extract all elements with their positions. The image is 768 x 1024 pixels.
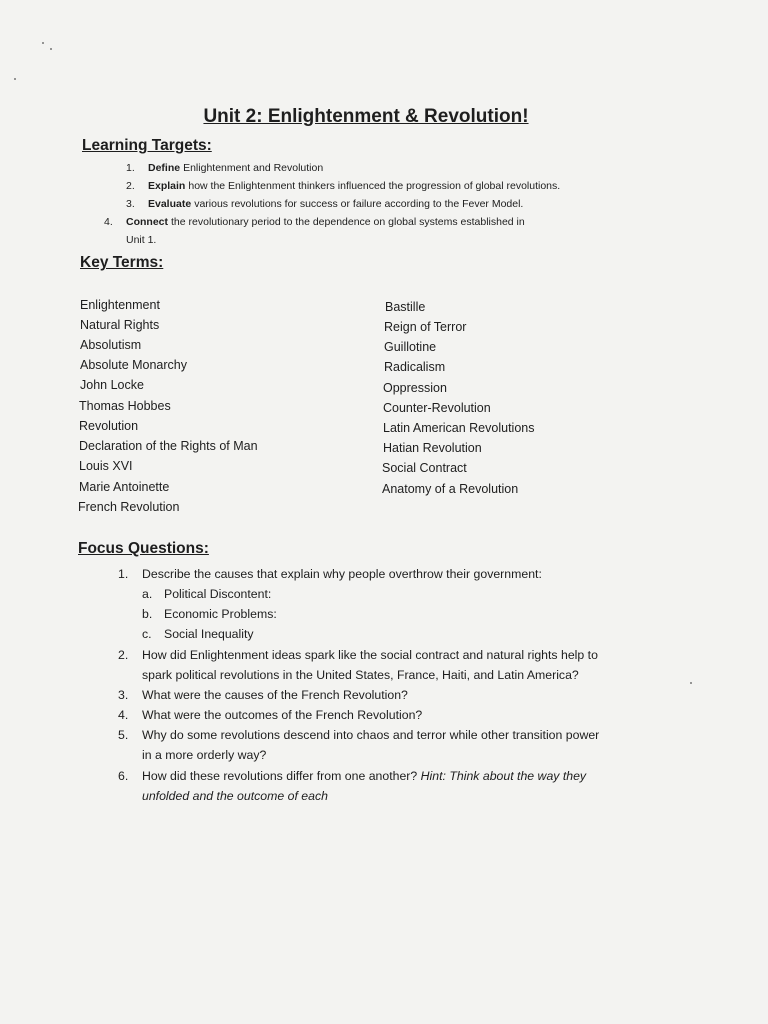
learning-target-text: Enlightenment and Revolution bbox=[183, 162, 324, 174]
learning-targets-heading: Learning Targets: bbox=[82, 137, 212, 154]
key-term: Anatomy of a Revolution bbox=[382, 482, 519, 496]
key-term: Natural Rights bbox=[80, 318, 160, 332]
focus-questions-heading: Focus Questions: bbox=[78, 540, 209, 557]
key-term: Marie Antoinette bbox=[79, 480, 170, 494]
key-term: Absolutism bbox=[80, 338, 142, 352]
key-term: French Revolution bbox=[78, 500, 180, 514]
focus-question-1: 1. Describe the causes that explain why people overthrow their government: bbox=[118, 567, 542, 581]
key-term: Guillotine bbox=[384, 340, 437, 354]
focus-question-4: 4. What were the outcomes of the French Revolution? bbox=[118, 708, 423, 722]
key-term: Latin American Revolutions bbox=[383, 421, 535, 435]
learning-target-text: the revolutionary period to the dependence on global systems established in bbox=[171, 216, 525, 228]
learning-target-verb: Explain bbox=[148, 180, 186, 192]
learning-target-verb: Define bbox=[148, 162, 181, 174]
learning-target-item bbox=[126, 161, 323, 175]
focus-question-2: 2. How did Enlightenment ideas spark like the social contract and natural rights help to spark political revolutions in the United States, France, Haiti, and Latin America? bbox=[118, 648, 598, 682]
learning-target-item bbox=[126, 197, 523, 211]
key-term: Social Contract bbox=[382, 461, 467, 475]
focus-subquestion: c. Social Inequality bbox=[142, 627, 254, 641]
scan-speck bbox=[42, 42, 44, 44]
learning-target-number: 3. bbox=[126, 198, 135, 210]
key-term: Radicalism bbox=[384, 360, 446, 374]
key-terms-heading: Key Terms: bbox=[80, 254, 164, 271]
focus-question-6: 6. How did these revolutions differ from one another? Hint: Think about the way they unfolded and the outcome of each bbox=[118, 769, 587, 803]
learning-target-continuation: Unit 1. bbox=[126, 234, 157, 246]
key-term: John Locke bbox=[80, 378, 144, 392]
learning-target-verb: Evaluate bbox=[148, 198, 192, 210]
key-term: Declaration of the Rights of Man bbox=[79, 439, 258, 453]
key-term: Revolution bbox=[79, 419, 139, 433]
key-term: Enlightenment bbox=[80, 298, 160, 312]
scan-speck bbox=[690, 682, 692, 684]
focus-subquestion: b. Economic Problems: bbox=[142, 607, 277, 621]
key-term: Bastille bbox=[385, 300, 426, 314]
key-term: Reign of Terror bbox=[384, 320, 467, 334]
learning-target-text: how the Enlightenment thinkers influenced the progression of global revolutions. bbox=[188, 180, 561, 192]
focus-question-hint: Hint: Think about the way they unfolded and the outcome of each bbox=[142, 769, 587, 803]
scan-speck bbox=[14, 78, 16, 80]
focus-question-3: 3. What were the causes of the French Revolution? bbox=[118, 688, 408, 702]
learning-target-item bbox=[126, 179, 560, 193]
learning-target-verb: Connect bbox=[126, 216, 168, 228]
key-term: Oppression bbox=[383, 381, 447, 395]
focus-question-5: 5. Why do some revolutions descend into chaos and terror while other transition power in a more orderly way? bbox=[118, 728, 600, 762]
key-term: Thomas Hobbes bbox=[79, 399, 171, 413]
key-term: Counter-Revolution bbox=[383, 401, 491, 415]
key-term: Louis XVI bbox=[79, 459, 133, 473]
key-term: Absolute Monarchy bbox=[80, 358, 188, 372]
learning-target-item bbox=[104, 215, 525, 229]
learning-target-number: 1. bbox=[126, 162, 135, 174]
page-title: Unit 2: Enlightenment & Revolution! bbox=[203, 106, 529, 127]
learning-target-number: 4. bbox=[104, 216, 113, 228]
focus-subquestion: a. Political Discontent: bbox=[142, 587, 272, 601]
scan-speck bbox=[50, 48, 52, 50]
learning-target-text: various revolutions for success or failure according to the Fever Model. bbox=[194, 198, 524, 210]
key-term: Hatian Revolution bbox=[383, 441, 482, 455]
learning-target-number: 2. bbox=[126, 180, 135, 192]
